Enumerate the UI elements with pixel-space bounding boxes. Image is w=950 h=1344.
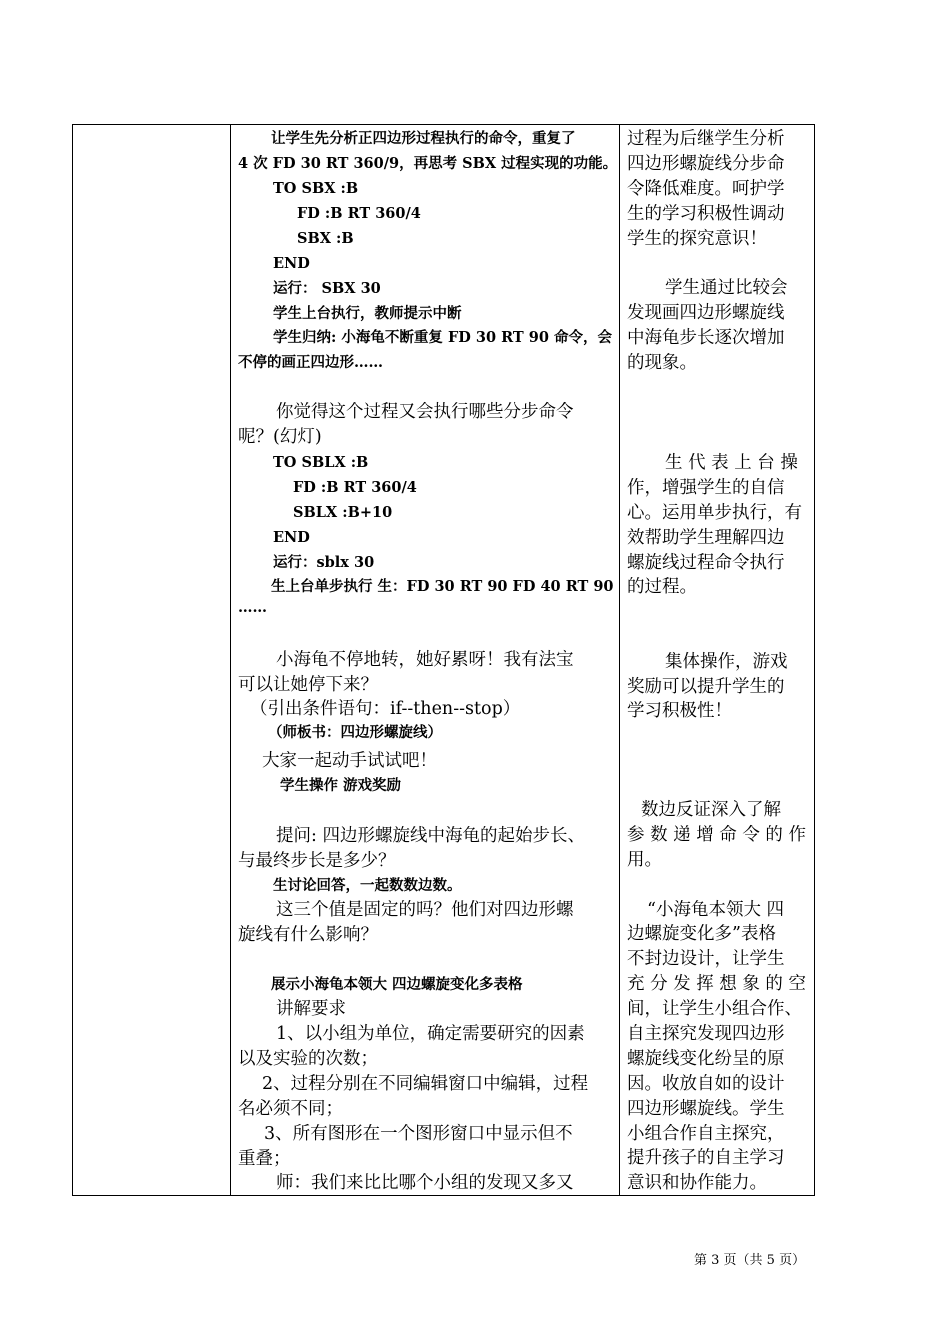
text-line: 重叠； — [238, 1149, 291, 1169]
text-line: 的现象。 — [627, 353, 697, 373]
text-line: 不停的画正四边形…… — [238, 354, 383, 371]
text-line: 因。收放自如的设计 — [627, 1074, 785, 1094]
text-line: 学生操作 游戏奖励 — [280, 777, 402, 794]
text-line: 生 代 表 上 台 操 — [665, 453, 798, 473]
text-line: 让学生先分析正四边形过程执行的命令，重复了 — [271, 130, 576, 147]
text-line: 螺旋线过程命令执行 — [627, 553, 785, 573]
text-line: 旋线有什么影响？ — [238, 925, 378, 945]
text-line: 心。运用单步执行，有 — [627, 503, 802, 523]
text-line: 意识和协作能力。 — [627, 1173, 767, 1193]
text-line: 螺旋线变化纷呈的原 — [627, 1049, 785, 1069]
text-line: 提问: 四边形螺旋线中海龟的起始步长、 — [276, 826, 585, 846]
text-line: 学生归纳: 小海龟不断重复 FD 30 RT 90 命令，会 — [273, 329, 612, 346]
text-line: 2、过程分别在不同编辑窗口中编辑，过程 — [262, 1074, 589, 1094]
code-line: FD :B RT 360/4 — [297, 205, 421, 222]
text-line: 1、以小组为单位，确定需要研究的因素 — [276, 1024, 585, 1044]
code-line: END — [273, 255, 310, 272]
text-line: 你觉得这个过程又会执行哪些分步命令 — [276, 402, 574, 422]
column-divider-2 — [619, 125, 620, 1195]
text-line: 展示小海龟本领大 四边螺旋变化多表格 — [271, 976, 523, 993]
text-line: 呢？(幻灯) — [238, 427, 322, 447]
text-line: 参 数 递 增 命 令 的 作 — [627, 825, 806, 845]
text-line: 大家一起动手试试吧！ — [262, 751, 437, 771]
text-line: 可以让她停下来？ — [238, 675, 378, 695]
text-line: 用。 — [627, 850, 662, 870]
page-number-footer: 第 3 页（共 5 页） — [694, 1253, 806, 1268]
text-line: 奖励可以提升学生的 — [627, 677, 785, 697]
text-line: 讲解要求 — [276, 999, 346, 1019]
text-line: 数边反证深入了解 — [641, 800, 781, 820]
text-line: 令降低难度。呵护学 — [627, 179, 785, 199]
text-line: 3、所有图形在一个图形窗口中显示但不 — [264, 1124, 573, 1144]
code-line: SBLX :B+10 — [293, 504, 393, 521]
text-line: 的过程。 — [627, 577, 697, 597]
text-line: “小海龟本领大 四 — [647, 900, 785, 920]
text-line: 学生通过比较会 — [665, 278, 788, 298]
text-line: 4 次 FD 30 RT 360/9，再思考 SBX 过程实现的功能。 — [238, 155, 618, 172]
text-line: 生的学习积极性调动 — [627, 204, 785, 224]
text-line: 作，增强学生的自信 — [627, 478, 785, 498]
code-line: TO SBX :B — [273, 180, 359, 197]
text-line: 效帮助学生理解四边 — [627, 528, 785, 548]
text-line: 中海龟步长逐次增加 — [627, 328, 785, 348]
text-line: 集体操作，游戏 — [665, 652, 788, 672]
code-line: END — [273, 529, 310, 546]
text-line: 四边形螺旋线分步命 — [627, 154, 785, 174]
text-line: 小组合作自主探究， — [627, 1124, 785, 1144]
code-line: TO SBLX :B — [273, 454, 369, 471]
text-line: 运行： SBX 30 — [273, 280, 381, 297]
text-line: 不封边设计，让学生 — [627, 949, 785, 969]
text-line: 提升孩子的自主学习 — [627, 1148, 785, 1168]
text-line: 学生上台执行，教师提示中断 — [273, 305, 462, 322]
lesson-table — [72, 124, 815, 1196]
text-line: 过程为后继学生分析 — [627, 129, 785, 149]
text-line: 学习积极性！ — [627, 701, 732, 721]
code-line: FD :B RT 360/4 — [293, 479, 417, 496]
text-line: 这三个值是固定的吗？他们对四边形螺 — [276, 900, 574, 920]
text-line: 学生的探究意识！ — [627, 229, 767, 249]
text-line: （师板书：四边形螺旋线） — [268, 724, 442, 741]
text-line: 间，让学生小组合作、 — [627, 999, 802, 1019]
column-divider-1 — [230, 125, 231, 1195]
text-line: 发现画四边形螺旋线 — [627, 303, 785, 323]
text-line: 充 分 发 挥 想 象 的 空 — [627, 974, 806, 994]
text-line: 以及实验的次数； — [238, 1049, 378, 1069]
text-line: 四边形螺旋线。学生 — [627, 1099, 785, 1119]
text-line: 运行：sblx 30 — [273, 554, 375, 571]
text-line: 生讨论回答，一起数数边数。 — [273, 877, 462, 894]
text-line: （引出条件语句：if--then--stop） — [250, 699, 521, 719]
text-line: 师：我们来比比哪个小组的发现又多又 — [276, 1173, 574, 1193]
text-line: 小海龟不停地转，她好累呀！我有法宝 — [276, 650, 574, 670]
code-line: SBX :B — [297, 230, 354, 247]
text-line: …… — [238, 599, 267, 616]
text-line: 自主探究发现四边形 — [627, 1024, 785, 1044]
text-line: 生上台单步执行 生：FD 30 RT 90 FD 40 RT 90 — [271, 578, 614, 595]
text-line: 与最终步长是多少？ — [238, 851, 396, 871]
text-line: 边螺旋变化多”表格 — [627, 924, 776, 944]
text-line: 名必须不同； — [238, 1099, 343, 1119]
